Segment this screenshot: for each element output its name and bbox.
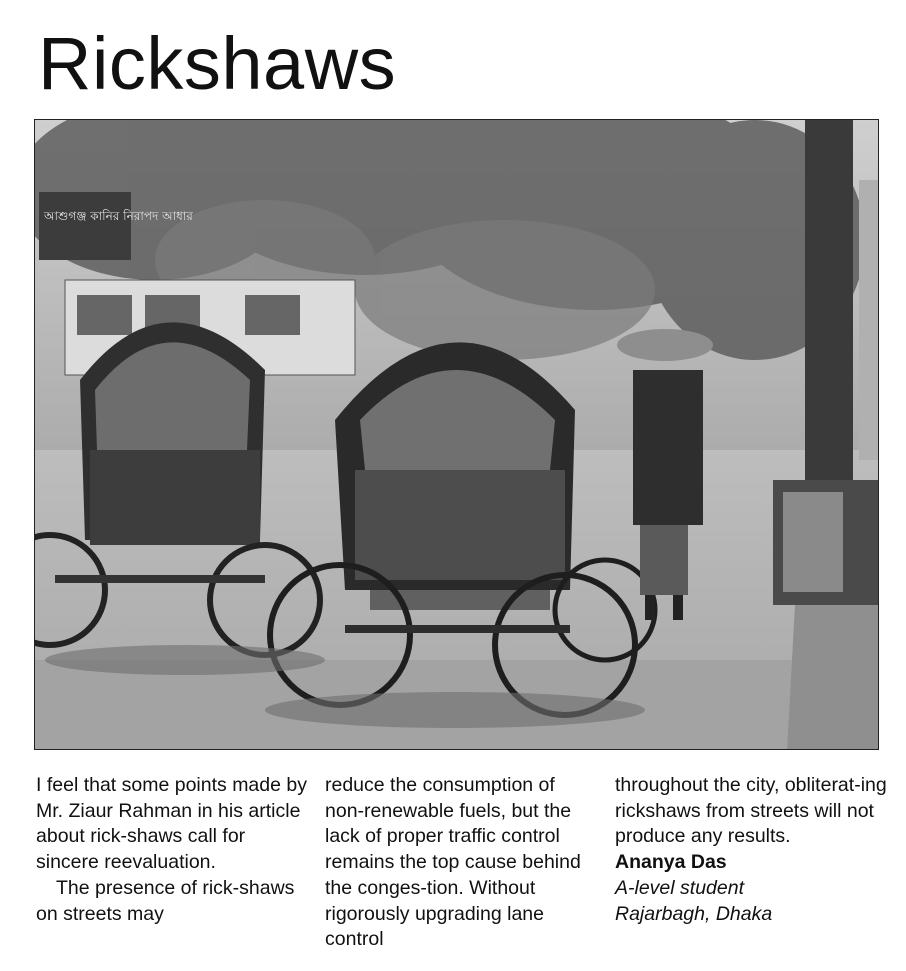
author-name: Ananya Das bbox=[615, 851, 727, 874]
signboard-text: আশুগঞ্জ কানির নিরাপদ আধার bbox=[44, 209, 193, 223]
paragraph: I feel that some points made by Mr. Ziaur Rahman in his article about rick-shaws call for sincere reevaluation. bbox=[36, 774, 307, 874]
author-title: A-level student bbox=[615, 876, 744, 899]
rickshaws-street-photo bbox=[34, 119, 879, 750]
article-column-3 bbox=[615, 773, 887, 927]
article-column-2 bbox=[325, 773, 597, 953]
paragraph: reduce the consumption of non-renewable fuels, but the lack of proper traffic control remains the top cause behind the conges-tion. Without rigorously upgrading lane control bbox=[325, 774, 581, 951]
article-column-1 bbox=[36, 773, 308, 927]
paragraph: The presence of rick-shaws on streets may bbox=[36, 876, 295, 925]
author-location: Rajarbagh, Dhaka bbox=[615, 902, 773, 925]
headline: Rickshaws bbox=[38, 22, 397, 105]
paragraph: throughout the city, obliterat-ing rickshaws from streets will not produce any results. bbox=[615, 774, 887, 848]
